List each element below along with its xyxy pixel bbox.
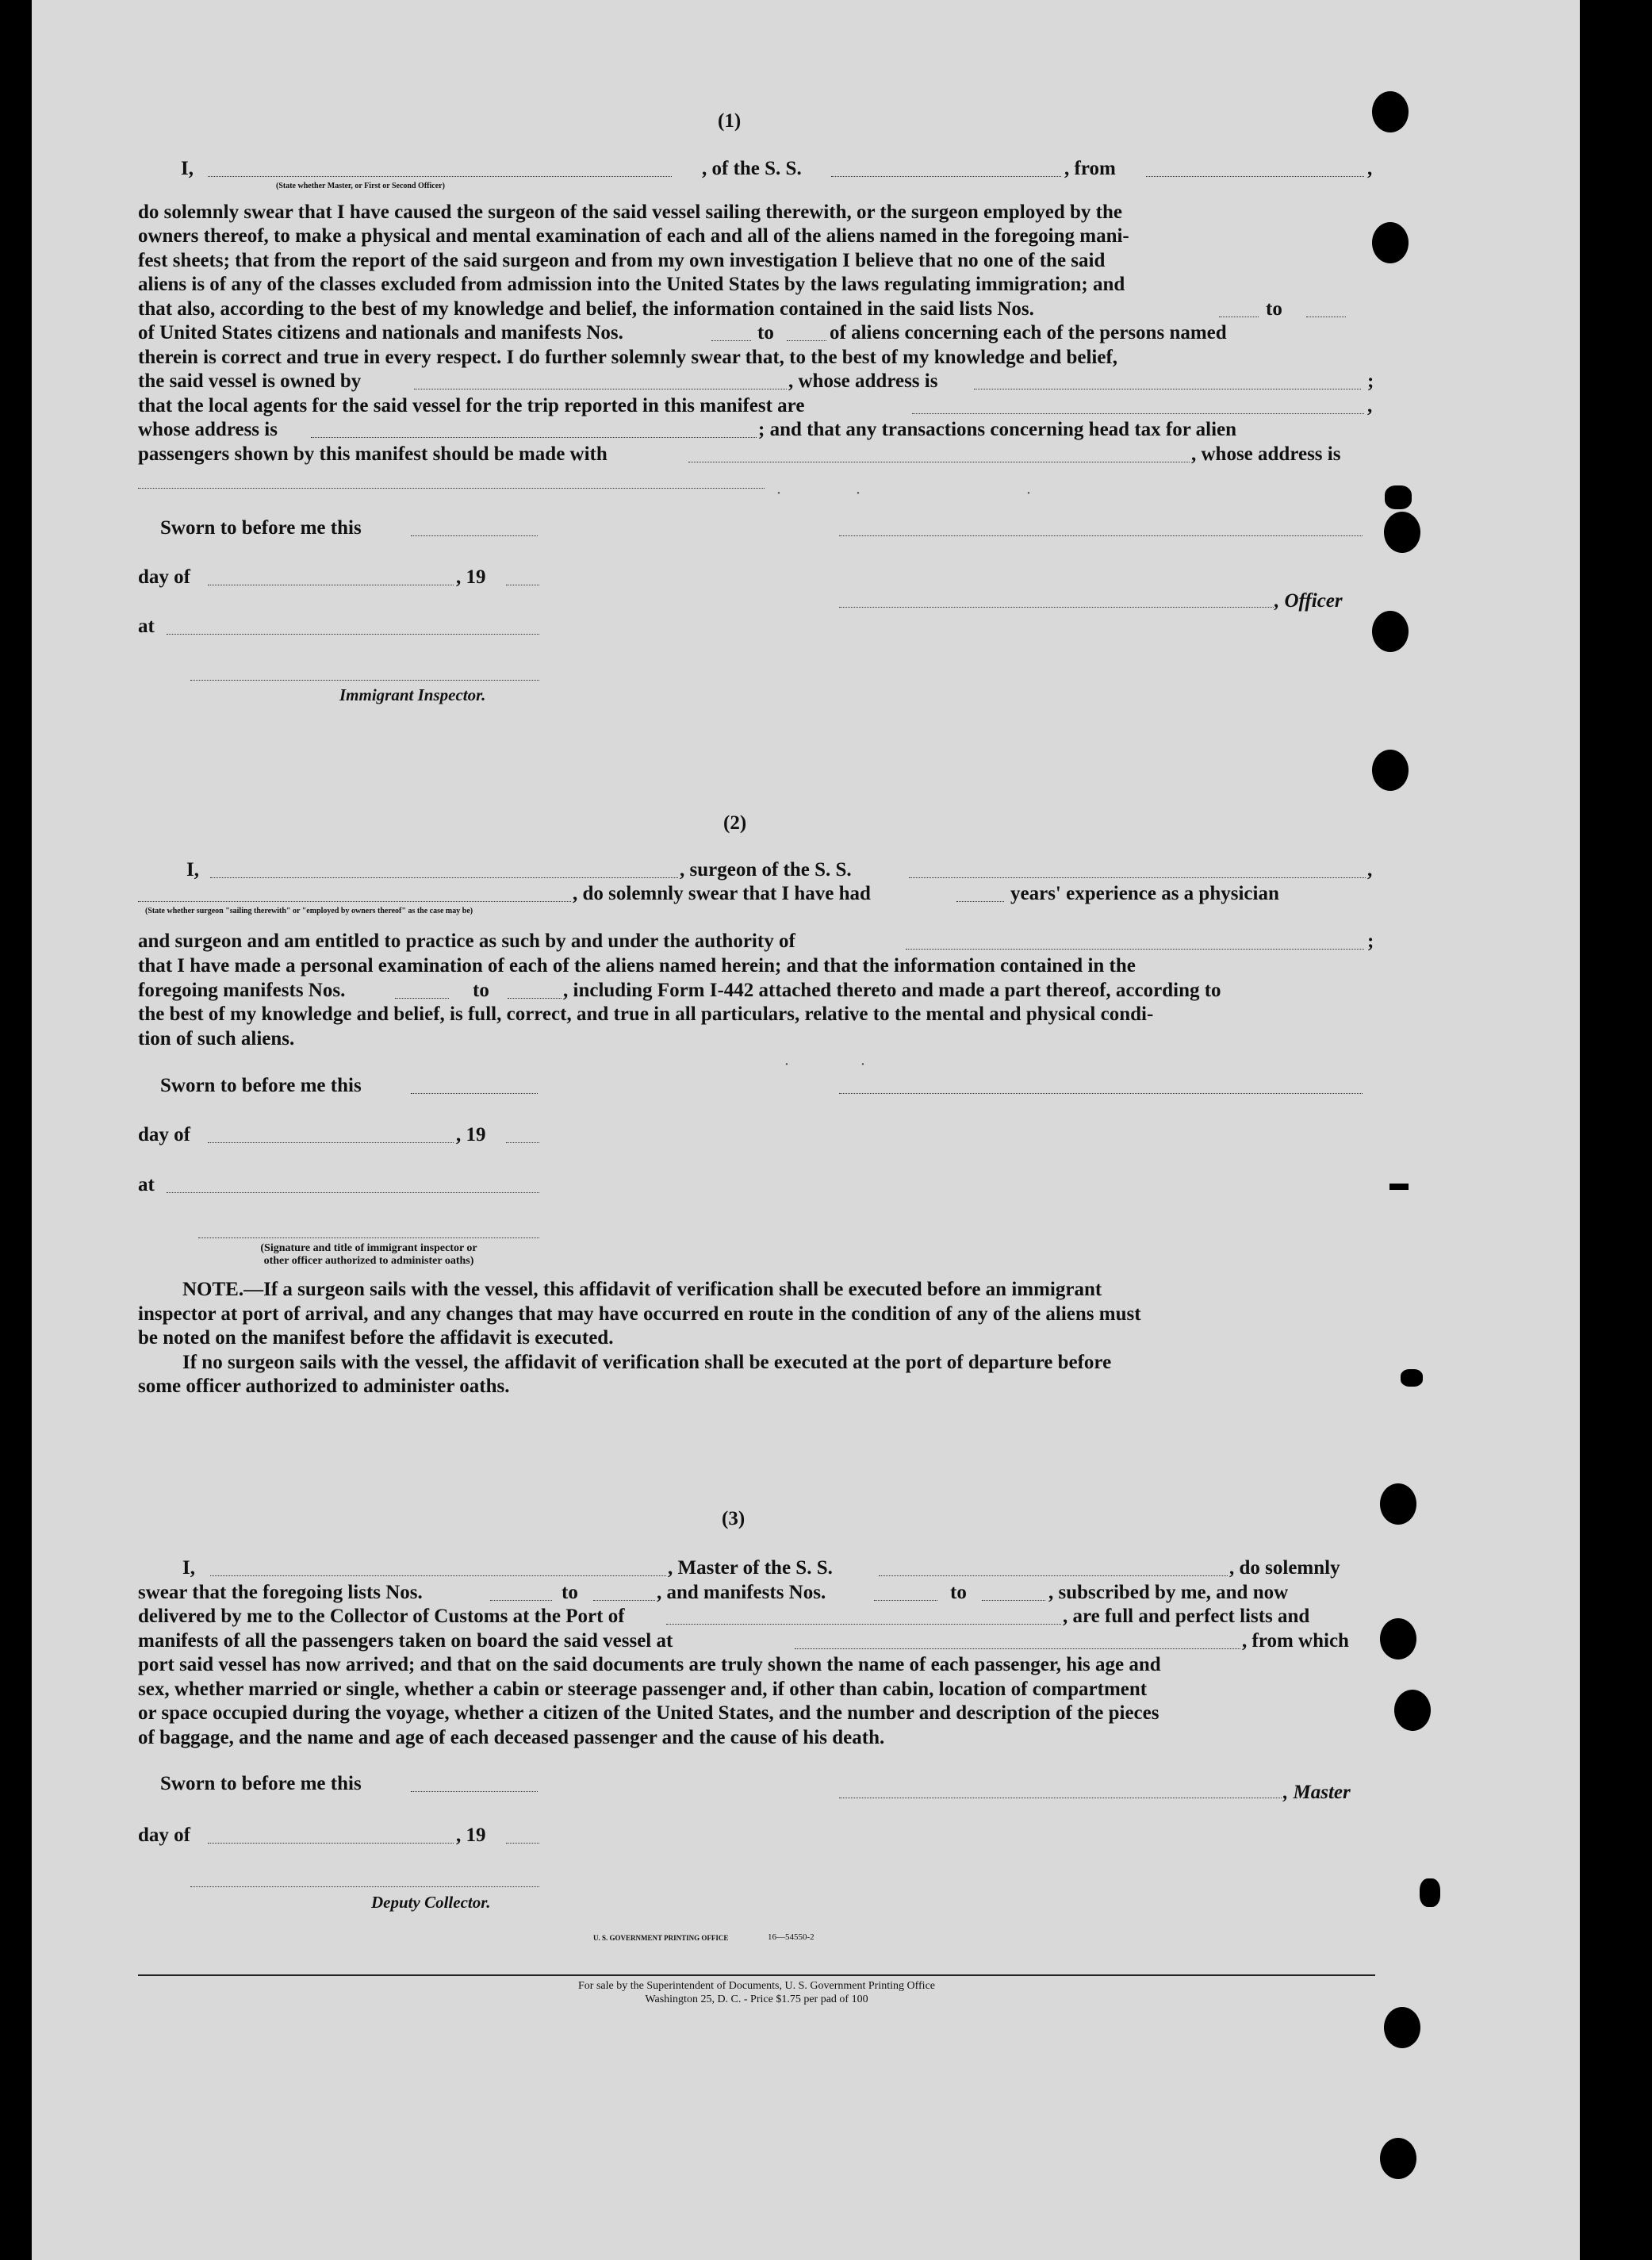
section-3-para-line: or space occupied during the voyage, whether a citizen of the United States, and the number and description of the pieces	[138, 1702, 1159, 1724]
sworn-date-field[interactable]	[411, 535, 538, 536]
subscribed-label: , subscribed by me, and now	[1048, 1582, 1289, 1603]
at-place-field[interactable]	[167, 634, 539, 635]
manifests-no-to-field[interactable]	[787, 340, 826, 341]
head-tax-address-field[interactable]	[138, 488, 765, 489]
manifests-no-from-field[interactable]	[395, 998, 449, 999]
officer-caption: (State whether Master, or First or Second Officer)	[276, 182, 445, 190]
section-3-para-line: sex, whether married or single, whether a cabin or steerage passenger and, if other than cabin, location of compartment	[138, 1679, 1148, 1700]
authority-field[interactable]	[906, 949, 1364, 950]
section-3-oath-start: I,	[182, 1557, 195, 1579]
manifests-no-from-field[interactable]	[874, 1600, 937, 1601]
officer-name-field[interactable]	[208, 176, 672, 177]
year-label: , 19	[456, 1824, 486, 1846]
to-label: to	[562, 1582, 578, 1603]
punch-hole	[1372, 91, 1409, 132]
punch-hole	[1384, 512, 1420, 553]
boarded-at-field[interactable]	[795, 1648, 1240, 1649]
punch-hole	[1372, 611, 1409, 652]
note-line: some officer authorized to administer oaths.	[138, 1376, 510, 1397]
authorized-officer-signature-field[interactable]	[198, 1237, 539, 1238]
surgeon-vessel-field[interactable]	[909, 877, 1366, 878]
section-1-para-line: owners thereof, to make a physical and mental examination of each and all of the aliens named in the foregoing mani-	[138, 225, 1129, 247]
sworn-label: Sworn to before me this	[160, 517, 362, 539]
stray-mark-dot: ·	[1025, 485, 1032, 502]
officer-label: , Officer	[1274, 590, 1343, 612]
physician-label: years' experience as a physician	[1010, 883, 1279, 904]
section-2-para-line: , including Form I-442 attached thereto and made a part thereof, according to	[563, 980, 1221, 1001]
sworn-date-field[interactable]	[411, 1093, 538, 1094]
note-line: If no surgeon sails with the vessel, the affidavit of verification shall be executed at the port of departure before	[182, 1352, 1112, 1373]
port-label: delivered by me to the Collector of Customs at the Port of	[138, 1606, 625, 1627]
officer-title-field[interactable]	[839, 607, 1274, 608]
boarded-at-label: manifests of all the passengers taken on board the said vessel at	[138, 1630, 673, 1652]
day-of-field[interactable]	[208, 1142, 454, 1143]
stray-mark-dot: ·	[776, 485, 782, 502]
manifests-no-from-field[interactable]	[711, 340, 751, 341]
years-experience-field[interactable]	[956, 901, 1004, 902]
section-3-para-line: , are full and perfect lists and	[1063, 1606, 1310, 1627]
collector-label: Deputy Collector.	[371, 1893, 491, 1912]
lists-no-to-field[interactable]	[593, 1600, 655, 1601]
to-label: to	[1266, 298, 1282, 320]
year-label: , 19	[456, 566, 486, 588]
comma: ,	[1367, 859, 1373, 881]
section-3-para-line: port said vessel has now arrived; and that on the said documents are truly shown the name of each passenger, his age and	[138, 1654, 1161, 1675]
section-2-number: (2)	[723, 812, 747, 834]
to-label: to	[473, 980, 489, 1001]
vessel-label: , of the S. S.	[702, 158, 802, 179]
day-of-label: day of	[138, 566, 190, 588]
punch-hole	[1380, 2138, 1416, 2179]
master-vessel-label: , Master of the S. S.	[668, 1557, 833, 1579]
margin-mark	[1385, 485, 1412, 509]
section-2-para-line: the best of my knowledge and belief, is full, correct, and true in all particulars, relative to the mental and physical condi-	[138, 1003, 1154, 1025]
from-which-label: , from which	[1242, 1630, 1349, 1652]
section-1-para-line: ; and that any transactions concerning head tax for alien	[758, 419, 1237, 440]
inspector-signature-field[interactable]	[190, 680, 539, 681]
section-1-para-line: therein is correct and true in every respect. I do further solemnly swear that, to the best of my knowledge and belief,	[138, 347, 1118, 368]
from-port-field[interactable]	[1146, 176, 1364, 177]
section-3-number: (3)	[722, 1508, 746, 1529]
sale-notice-1: For sale by the Superintendent of Documents, U. S. Government Printing Office	[578, 1980, 935, 1992]
punch-hole	[1372, 222, 1409, 263]
port-field[interactable]	[666, 1624, 1061, 1625]
form-number: 16—54550-2	[768, 1932, 815, 1942]
year-label: , 19	[456, 1124, 486, 1145]
at-label: at	[138, 616, 155, 637]
sworn-label: Sworn to before me this	[160, 1075, 362, 1096]
section-2-oath-start: I,	[186, 859, 199, 881]
collector-signature-field[interactable]	[190, 1886, 539, 1887]
stray-mark-dot: ·	[860, 1056, 866, 1073]
section-1-para-line: aliens is of any of the classes excluded from admission into the United States by the laws regulating immigration; and	[138, 274, 1125, 295]
surgeon-signature-field[interactable]	[839, 1093, 1363, 1094]
sworn-label: Sworn to before me this	[160, 1773, 362, 1794]
inspector-label: Immigrant Inspector.	[339, 685, 486, 704]
whose-address-label: , whose address is	[788, 370, 938, 392]
section-1-para-line: do solemnly swear that I have caused the surgeon of the said vessel sailing therewith, or the surgeon employed by the	[138, 201, 1122, 223]
manifests-no-to-field[interactable]	[508, 998, 562, 999]
at-place-field[interactable]	[167, 1192, 539, 1193]
whose-address-label: , whose address is	[1191, 443, 1341, 465]
agents-address-label: whose address is	[138, 419, 278, 440]
sale-notice-2: Washington 25, D. C. - Price $1.75 per pad of 100	[645, 1993, 868, 2005]
local-agents-field[interactable]	[912, 413, 1364, 414]
margin-mark	[1420, 1878, 1440, 1907]
section-1-para-line: of aliens concerning each of the persons named	[830, 322, 1227, 343]
master-vessel-field[interactable]	[879, 1575, 1228, 1576]
footer-rule	[138, 1974, 1375, 1976]
surgeon-status-field[interactable]	[138, 901, 571, 902]
day-of-field[interactable]	[208, 1843, 454, 1844]
signature-caption-1: (Signature and title of immigrant inspector or	[260, 1242, 477, 1254]
manifests-no-to-field[interactable]	[982, 1600, 1045, 1601]
do-solemnly-label: , do solemnly	[1229, 1557, 1340, 1579]
punch-hole	[1380, 1618, 1416, 1660]
surgeon-name-field[interactable]	[210, 877, 678, 878]
authority-label: and surgeon and am entitled to practice as such by and under the authority of	[138, 930, 795, 952]
surgeon-vessel-label: , surgeon of the S. S.	[680, 859, 852, 881]
comma: ,	[1367, 395, 1373, 416]
head-tax-label: passengers shown by this manifest should be made with	[138, 443, 608, 465]
local-agents-label: that the local agents for the said vessel for the trip reported in this manifest are	[138, 395, 805, 416]
day-of-label: day of	[138, 1124, 190, 1145]
at-label: at	[138, 1174, 155, 1195]
manifests-label: , and manifests Nos.	[657, 1582, 826, 1603]
agents-address-field[interactable]	[311, 437, 757, 438]
form-page	[32, 0, 1580, 2260]
section-2-para-line: that I have made a personal examination of each of the aliens named herein; and that the information contained in the	[138, 955, 1136, 977]
note-line: inspector at port of arrival, and any changes that may have occurred en route in the condition of any of the aliens must	[138, 1303, 1141, 1325]
note-line: NOTE.—If a surgeon sails with the vessel, this affidavit of verification shall be executed before an immigrant	[182, 1279, 1102, 1300]
punch-hole	[1380, 1483, 1416, 1525]
owner-label: the said vessel is owned by	[138, 370, 362, 392]
line1-comma: ,	[1367, 158, 1373, 179]
vessel-name-field[interactable]	[831, 176, 1061, 177]
section-3-para-line: of baggage, and the name and age of each deceased passenger and the cause of his death.	[138, 1727, 885, 1748]
lists-no-from-field[interactable]	[490, 1600, 552, 1601]
to-label: to	[950, 1582, 967, 1603]
sworn-date-field[interactable]	[411, 1791, 538, 1792]
punch-hole	[1394, 1690, 1431, 1731]
punch-hole	[1372, 750, 1409, 791]
stray-mark-dot: ·	[855, 485, 861, 502]
section-1-number: (1)	[718, 110, 742, 132]
gpo-imprint: U. S. GOVERNMENT PRINTING OFFICE	[593, 1934, 729, 1942]
master-label: , Master	[1283, 1782, 1351, 1803]
section-2-para-line: tion of such aliens.	[138, 1028, 295, 1049]
section-1-para-line: of United States citizens and nationals and manifests Nos.	[138, 322, 623, 343]
semicolon: ;	[1367, 930, 1374, 952]
section-2-para-line: foregoing manifests Nos.	[138, 980, 346, 1001]
note-line: be noted on the manifest before the affidavit is executed.	[138, 1327, 614, 1349]
day-of-label: day of	[138, 1824, 190, 1846]
section-1-para-line: that also, according to the best of my knowledge and belief, the information contained in the said lists Nos.	[138, 298, 1034, 320]
surgeon-caption: (State whether surgeon "sailing therewith" or "employed by owners thereof" as the case may be)	[145, 907, 473, 915]
margin-mark	[1389, 1184, 1409, 1190]
section-1-oath-start: I,	[181, 158, 194, 179]
signature-caption-2: other officer authorized to administer oaths)	[263, 1255, 474, 1267]
section-1-para-line: fest sheets; that from the report of the said surgeon and from my own investigation I believe that no one of the said	[138, 250, 1106, 271]
year-field[interactable]	[506, 1843, 539, 1844]
year-field[interactable]	[506, 1142, 539, 1143]
surgeon-oath-label: , do solemnly swear that I have had	[573, 883, 871, 904]
from-label: , from	[1064, 158, 1116, 179]
officer-signature-field[interactable]	[839, 535, 1363, 536]
to-label: to	[757, 322, 774, 343]
master-name-field[interactable]	[210, 1575, 666, 1576]
stray-mark-dot: ·	[784, 1056, 790, 1073]
punch-hole	[1384, 2007, 1420, 2048]
semicolon: ;	[1367, 370, 1374, 392]
lists-label: swear that the foregoing lists Nos.	[138, 1582, 423, 1603]
margin-mark	[1401, 1369, 1423, 1387]
